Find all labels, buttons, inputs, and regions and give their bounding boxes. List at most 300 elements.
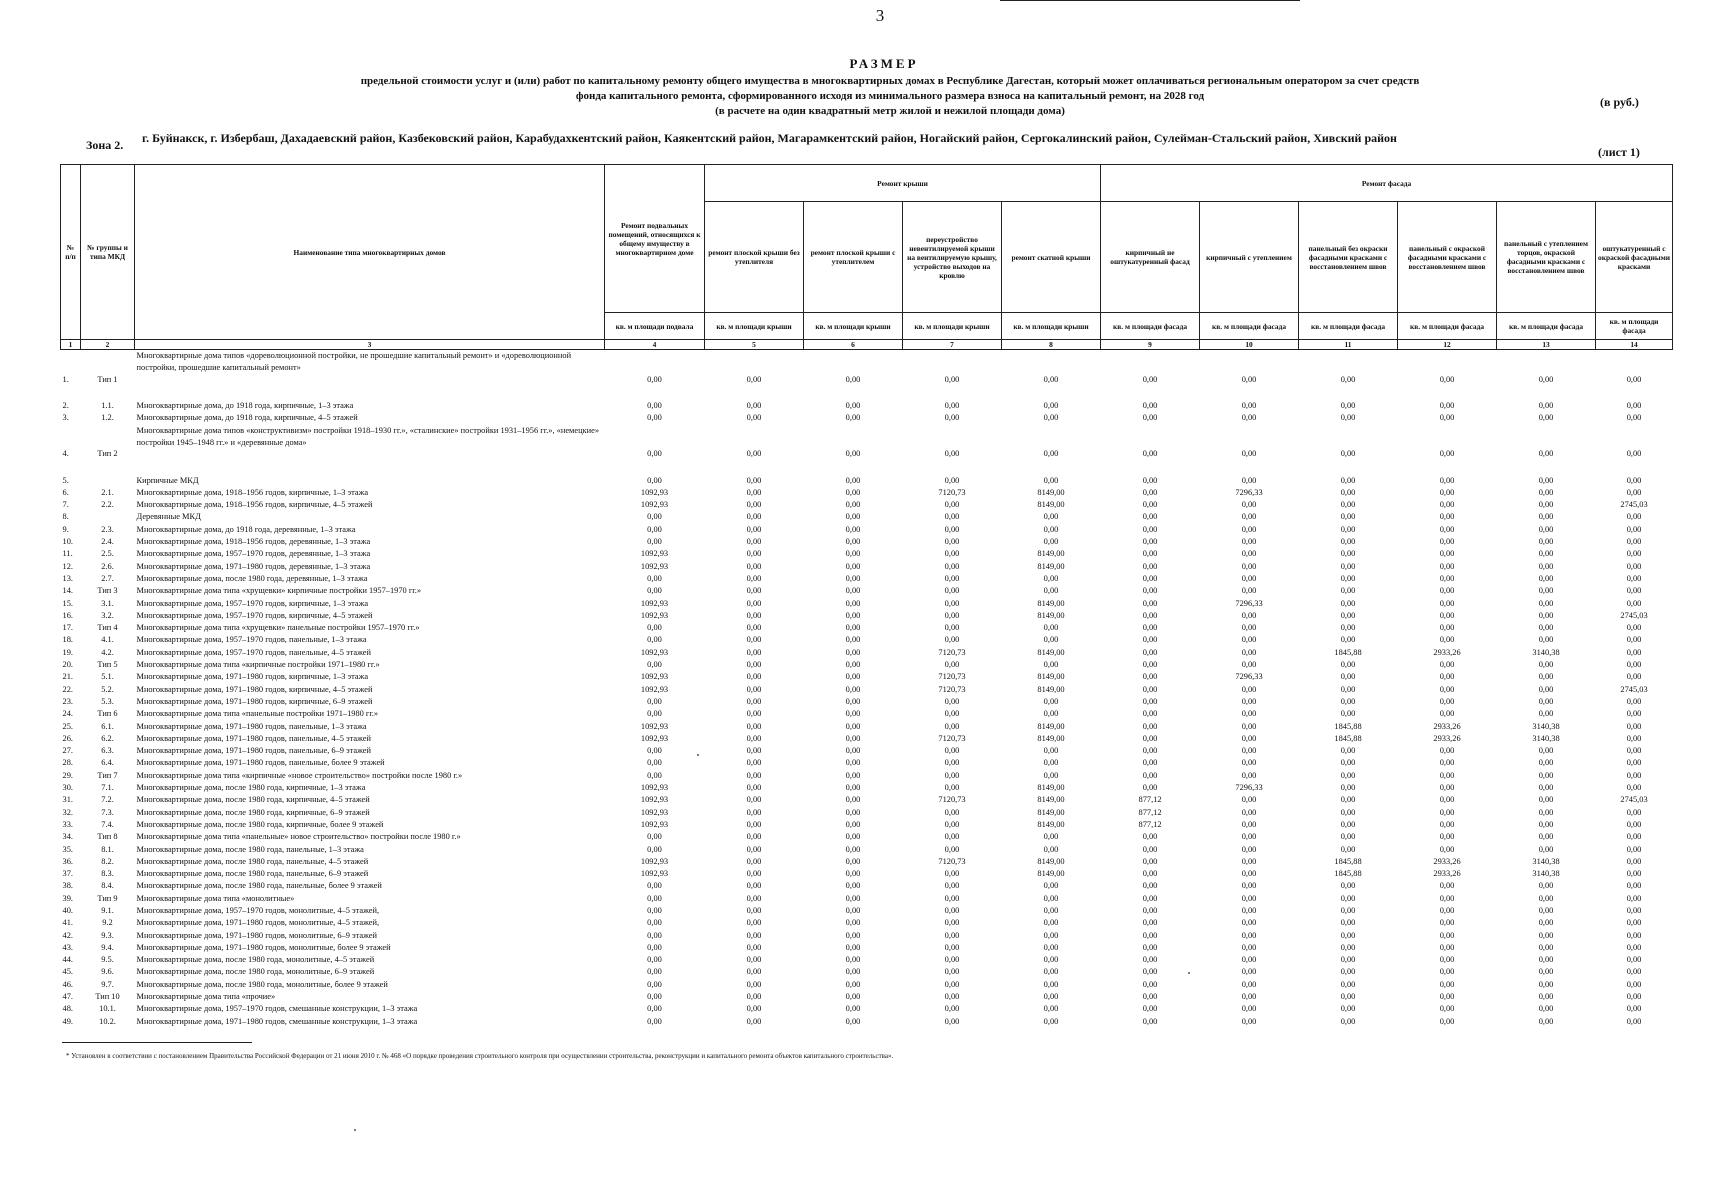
row-value: 0,00	[845, 610, 861, 620]
row-value: 0,00	[1241, 512, 1257, 522]
row-value: 0,00	[1626, 942, 1642, 952]
table-row	[61, 782, 1673, 794]
row-value: 0,00	[746, 758, 762, 768]
header-col-number: 4	[605, 340, 705, 350]
row-value: 0,00	[647, 1004, 662, 1014]
row-value: 2745,03	[1620, 795, 1648, 805]
row-value: 0,00	[944, 930, 960, 940]
spacer-row	[61, 386, 1673, 400]
row-value: 0,00	[1626, 807, 1642, 817]
row-value: 0,00	[1340, 475, 1356, 485]
row-value: 8149,00	[1037, 500, 1065, 510]
row-number: 9.	[62, 524, 69, 534]
row-value: 0,00	[1043, 401, 1059, 410]
row-name: Многоквартирные дома типа «прочие»	[136, 992, 276, 1002]
row-value: 0,00	[1538, 770, 1554, 780]
row-value: 0,00	[1241, 967, 1257, 977]
row-value: 0,00	[1241, 449, 1257, 459]
row-value: 8149,00	[1037, 721, 1065, 731]
row-value: 0,00	[746, 449, 762, 459]
row-value: 0,00	[1538, 881, 1554, 891]
row-value: 0,00	[944, 475, 960, 485]
row-group: 9.4.	[101, 942, 114, 952]
row-number: 42.	[62, 930, 73, 940]
row-value: 0,00	[1626, 967, 1642, 977]
row-value: 0,00	[746, 696, 762, 706]
row-value: 0,00	[1626, 992, 1642, 1002]
row-name: Многоквартирные дома, после 1980 года, монолитные, более 9 этажей	[136, 979, 388, 989]
row-value: 0,00	[647, 374, 662, 384]
table-row	[61, 770, 1673, 782]
row-value: 0,00	[647, 512, 662, 522]
row-value: 0,00	[944, 374, 960, 384]
row-value: 7296,33	[1235, 487, 1263, 497]
row-value: 8149,00	[1037, 783, 1065, 793]
row-value: 0,00	[1241, 905, 1257, 915]
row-value: 0,00	[845, 647, 861, 657]
row-group: 8.2.	[101, 856, 114, 866]
row-value: 0,00	[1626, 537, 1642, 547]
header-col-number: 13	[1497, 340, 1596, 350]
row-value: 877,12	[1138, 795, 1162, 805]
row-value: 0,00	[1241, 374, 1257, 384]
row-value: 0,00	[1626, 374, 1642, 384]
row-value: 0,00	[845, 660, 861, 670]
row-value: 0,00	[1439, 819, 1455, 829]
row-group: 5.2.	[101, 684, 114, 694]
row-value: 7120,73	[938, 795, 966, 805]
table-row	[61, 831, 1673, 843]
row-value: 0,00	[1538, 832, 1554, 842]
row-value: 0,00	[1538, 449, 1554, 459]
row-name: Кирпичные МКД	[136, 475, 199, 485]
row-value: 0,00	[1241, 869, 1257, 879]
row-value: 0,00	[1626, 783, 1642, 793]
row-value: 3140,38	[1532, 856, 1560, 866]
row-value: 0,00	[1241, 832, 1257, 842]
row-value: 0,00	[1241, 955, 1257, 965]
row-value: 0,00	[1340, 524, 1356, 534]
row-value: 0,00	[1340, 1004, 1356, 1014]
row-value: 0,00	[1340, 696, 1356, 706]
row-value: 0,00	[944, 746, 960, 756]
row-value: 2745,03	[1620, 610, 1648, 620]
header-roof-col: ремонт плоской крыши с утеплителем	[804, 202, 903, 313]
row-value: 0,00	[746, 992, 762, 1002]
row-value: 0,00	[845, 672, 861, 682]
row-value: 0,00	[1142, 844, 1158, 854]
header-roof-col: ремонт плоской крыши без утеплителя	[705, 202, 804, 313]
row-value: 0,00	[746, 832, 762, 842]
row-value: 0,00	[1439, 955, 1455, 965]
subtitle-line: предельной стоимости услуг и (или) работ по капитальному ремонту общего имущества в многоквартирных домах в Республике Дагестан, который может оплачиваться региональным оператором за счет средств	[360, 75, 1420, 87]
row-value: 0,00	[1538, 401, 1554, 410]
row-value: 0,00	[1626, 844, 1642, 854]
row-value: 0,00	[1340, 487, 1356, 497]
row-value: 0,00	[746, 869, 762, 879]
row-value: 0,00	[944, 586, 960, 596]
row-value: 0,00	[845, 758, 861, 768]
row-value: 0,00	[1142, 598, 1158, 608]
row-value: 0,00	[944, 500, 960, 510]
row-number: 13.	[62, 573, 73, 583]
row-value: 0,00	[1043, 746, 1059, 756]
row-value: 0,00	[1142, 881, 1158, 891]
row-value: 0,00	[647, 623, 662, 633]
row-value: 0,00	[1626, 746, 1642, 756]
row-number: 20.	[62, 660, 73, 670]
row-value: 0,00	[1439, 930, 1455, 940]
row-value: 0,00	[944, 783, 960, 793]
table-row	[61, 647, 1673, 659]
row-value: 8149,00	[1037, 795, 1065, 805]
row-group: 3.2.	[101, 610, 114, 620]
spacer-row	[61, 461, 1673, 475]
row-value: 0,00	[1142, 746, 1158, 756]
row-value: 0,00	[1340, 955, 1356, 965]
row-value: 0,00	[845, 696, 861, 706]
row-number: 22.	[62, 684, 73, 694]
row-group: 9.7.	[101, 979, 114, 989]
row-value: 0,00	[1142, 758, 1158, 768]
row-value: 0,00	[1340, 881, 1356, 891]
row-value: 0,00	[1142, 512, 1158, 522]
header-roof-group: Ремонт крыши	[705, 165, 1101, 202]
header-col-number: 11	[1299, 340, 1398, 350]
table-row	[61, 622, 1673, 634]
table-row	[61, 979, 1673, 991]
row-value: 0,00	[746, 487, 762, 497]
table-row	[61, 757, 1673, 769]
row-value: 0,00	[1043, 635, 1059, 645]
row-value: 1092,93	[640, 795, 669, 805]
row-name: Многоквартирные дома, 1971–1980 годов, панельные, 1–3 этажа	[136, 721, 367, 731]
row-value: 0,00	[647, 660, 662, 670]
row-value: 0,00	[944, 807, 960, 817]
row-value: 0,00	[845, 893, 861, 903]
row-value: 1845,88	[1334, 647, 1362, 657]
row-number: 34.	[62, 832, 73, 842]
row-value: 0,00	[1626, 979, 1642, 989]
table-row	[61, 610, 1673, 622]
row-value: 0,00	[1538, 795, 1554, 805]
row-value: 0,00	[746, 893, 762, 903]
row-group: Тип 1	[97, 374, 118, 384]
row-value: 0,00	[1439, 1004, 1455, 1014]
row-value: 0,00	[1626, 672, 1642, 682]
row-value: 0,00	[1142, 930, 1158, 940]
row-value: 0,00	[1340, 819, 1356, 829]
row-value: 0,00	[1142, 684, 1158, 694]
row-group: 9.1.	[101, 905, 114, 915]
row-value: 0,00	[1043, 449, 1059, 459]
row-name: Многоквартирные дома, 1918–1956 годов, деревянные, 1–3 этажа	[136, 537, 371, 547]
row-value: 0,00	[1241, 610, 1257, 620]
row-value: 0,00	[1142, 672, 1158, 682]
row-name: Многоквартирные дома, 1971–1980 годов, панельные, более 9 этажей	[136, 758, 385, 768]
row-value: 0,00	[1626, 1004, 1642, 1014]
row-value: 0,00	[845, 1016, 861, 1026]
row-value: 7296,33	[1235, 672, 1263, 682]
row-value: 0,00	[1538, 807, 1554, 817]
row-name: Многоквартирные дома типа «кирпичные постройки 1971–1980 гг.»	[136, 660, 380, 670]
table-row	[61, 475, 1673, 487]
row-name: Многоквартирные дома, после 1980 года, панельные, 6–9 этажей	[136, 869, 369, 879]
header-facade-col: кирпичный с утеплением	[1200, 202, 1299, 313]
row-value: 0,00	[1340, 807, 1356, 817]
row-value: 1092,93	[640, 647, 669, 657]
row-value: 0,00	[1538, 598, 1554, 608]
row-value: 0,00	[1340, 610, 1356, 620]
header-facade-col: оштукатуренный с окраской фасадными красками	[1596, 202, 1673, 313]
row-value: 0,00	[1439, 758, 1455, 768]
row-value: 0,00	[1241, 623, 1257, 633]
row-group: 4.2.	[101, 647, 114, 657]
row-value: 0,00	[1142, 733, 1158, 743]
row-value: 0,00	[746, 374, 762, 384]
row-group: 10.1.	[99, 1004, 116, 1014]
row-value: 0,00	[944, 573, 960, 583]
row-value: 0,00	[1142, 1016, 1158, 1026]
row-value: 0,00	[845, 635, 861, 645]
row-value: 0,00	[1340, 979, 1356, 989]
row-value: 0,00	[746, 844, 762, 854]
header-unit: кв. м площади фасада	[1497, 313, 1596, 340]
row-name: Многоквартирные дома, 1971–1980 годов, кирпичные, 4–5 этажей	[136, 684, 373, 694]
row-value: 0,00	[1241, 696, 1257, 706]
row-value: 877,12	[1138, 819, 1162, 829]
header-group: № группы и типа МКД	[81, 165, 135, 340]
row-value: 0,00	[1340, 684, 1356, 694]
row-value: 0,00	[746, 930, 762, 940]
header-col-number: 14	[1596, 340, 1673, 350]
row-value: 0,00	[746, 967, 762, 977]
row-value: 0,00	[746, 573, 762, 583]
row-value: 0,00	[746, 623, 762, 633]
row-value: 0,00	[746, 512, 762, 522]
row-value: 7120,73	[938, 856, 966, 866]
row-value: 877,12	[1138, 807, 1162, 817]
row-value: 0,00	[1043, 881, 1059, 891]
row-value: 0,00	[1340, 573, 1356, 583]
table-row	[61, 634, 1673, 646]
row-value: 0,00	[647, 967, 662, 977]
row-value: 0,00	[1439, 586, 1455, 596]
row-name: Многоквартирные дома, 1957–1970 годов, деревянные, 1–3 этажа	[136, 549, 371, 559]
table-row	[61, 807, 1673, 819]
row-value: 0,00	[1340, 561, 1356, 571]
table-row	[61, 844, 1673, 856]
row-value: 0,00	[845, 537, 861, 547]
row-number: 30.	[62, 783, 73, 793]
header-unit: кв. м площади крыши	[903, 313, 1002, 340]
row-value: 0,00	[1340, 905, 1356, 915]
row-value: 0,00	[1340, 832, 1356, 842]
row-name: Многоквартирные дома, 1971–1980 годов, панельные, 6–9 этажей	[136, 746, 371, 756]
row-value: 0,00	[1626, 586, 1642, 596]
row-value: 0,00	[1538, 524, 1554, 534]
row-value: 1092,93	[640, 487, 669, 497]
row-value: 0,00	[845, 721, 861, 731]
row-value: 1092,93	[640, 561, 669, 571]
row-value: 0,00	[1538, 819, 1554, 829]
row-value: 0,00	[647, 905, 662, 915]
row-value: 0,00	[1439, 832, 1455, 842]
row-value: 0,00	[746, 770, 762, 780]
row-value: 0,00	[647, 893, 662, 903]
row-value: 0,00	[1340, 537, 1356, 547]
table-row	[61, 425, 1673, 461]
row-value: 0,00	[1340, 1016, 1356, 1026]
header-unit: кв. м площади фасада	[1299, 313, 1398, 340]
row-value: 0,00	[1142, 992, 1158, 1002]
row-value: 0,00	[1142, 955, 1158, 965]
table-row	[61, 585, 1673, 597]
row-number: 31.	[62, 795, 73, 805]
row-value: 0,00	[944, 1004, 960, 1014]
table-row	[61, 893, 1673, 905]
row-value: 0,00	[1241, 475, 1257, 485]
row-number: 46.	[62, 979, 73, 989]
row-value: 1845,88	[1334, 869, 1362, 879]
row-value: 0,00	[746, 635, 762, 645]
row-group: Тип 4	[97, 623, 118, 633]
row-value: 0,00	[1538, 573, 1554, 583]
row-value: 0,00	[1043, 413, 1059, 423]
row-value: 0,00	[1340, 623, 1356, 633]
page-number: 3	[875, 6, 885, 25]
row-value: 0,00	[1439, 893, 1455, 903]
row-value: 0,00	[1538, 918, 1554, 928]
row-value: 0,00	[944, 955, 960, 965]
footnote: * Установлен в соответствии с постановлением Правительства Российской Федерации от 21 июня 2010 г. № 468 «О порядке проведения строительного контроля при осуществлении строительства, реконструкции и капитального ремонта объектов капитального строительства».	[66, 1052, 894, 1060]
row-value: 0,00	[1241, 733, 1257, 743]
row-group: 2.2.	[101, 500, 114, 510]
row-value: 0,00	[1241, 573, 1257, 583]
row-value: 0,00	[647, 573, 662, 583]
row-value: 0,00	[1043, 930, 1059, 940]
row-value: 0,00	[1626, 881, 1642, 891]
currency-unit: (в руб.)	[1600, 95, 1639, 109]
row-name: Многоквартирные дома, после 1980 года, панельные, 4–5 этажей	[136, 856, 369, 866]
row-value: 0,00	[647, 942, 662, 952]
row-name: Многоквартирные дома, 1957–1970 годов, кирпичные, 4–5 этажей	[136, 610, 373, 620]
row-value: 0,00	[1241, 586, 1257, 596]
row-name: Многоквартирные дома типов «дореволюционной постройки, не прошедшие капитальный ремонт» и «дореволюционной постройки, прошедшие капитальный ремонт»	[136, 351, 572, 373]
row-value: 0,00	[845, 374, 861, 384]
row-value: 0,00	[1241, 918, 1257, 928]
header-col-number: 9	[1101, 340, 1200, 350]
row-value: 0,00	[1538, 475, 1554, 485]
row-value: 0,00	[1626, 647, 1642, 657]
row-value: 0,00	[845, 795, 861, 805]
row-value: 7120,73	[938, 647, 966, 657]
row-number: 3.	[62, 413, 69, 423]
row-value: 0,00	[1439, 770, 1455, 780]
table-row	[61, 598, 1673, 610]
row-value: 0,00	[1340, 549, 1356, 559]
row-value: 0,00	[1241, 500, 1257, 510]
row-value: 0,00	[1241, 709, 1257, 719]
row-value: 2933,26	[1433, 721, 1461, 731]
row-value: 0,00	[1626, 487, 1642, 497]
row-value: 0,00	[845, 487, 861, 497]
row-value: 0,00	[1538, 672, 1554, 682]
row-value: 0,00	[944, 449, 960, 459]
header-facade-col: кирпичный не оштукатуренный фасад	[1101, 202, 1200, 313]
row-value: 0,00	[746, 918, 762, 928]
row-group: 7.2.	[101, 795, 114, 805]
row-value: 2933,26	[1433, 869, 1461, 879]
header-roof-col: ремонт скатной крыши	[1002, 202, 1101, 313]
row-group: Тип 8	[97, 832, 118, 842]
row-name: Многоквартирные дома, до 1918 года, кирпичные, 1–3 этажа	[136, 401, 354, 410]
table-row	[61, 659, 1673, 671]
row-value: 0,00	[1241, 979, 1257, 989]
row-value: 0,00	[1626, 573, 1642, 583]
row-value: 0,00	[647, 955, 662, 965]
header-col-number: 3	[135, 340, 605, 350]
row-value: 0,00	[845, 807, 861, 817]
row-group: 8.4.	[101, 881, 114, 891]
table-row	[61, 536, 1673, 548]
row-value: 7120,73	[938, 684, 966, 694]
table-row	[61, 511, 1673, 523]
row-value: 0,00	[944, 893, 960, 903]
row-value: 0,00	[1142, 1004, 1158, 1014]
row-value: 0,00	[1439, 783, 1455, 793]
row-value: 0,00	[1043, 660, 1059, 670]
row-value: 0,00	[647, 449, 662, 459]
header-facade-group: Ремонт фасада	[1101, 165, 1673, 202]
row-name: Многоквартирные дома, 1971–1980 годов, монолитные, 4–5 этажей,	[136, 918, 380, 928]
table-row	[61, 856, 1673, 868]
row-name: Многоквартирные дома типа «панельные» новое строительство» постройки после 1980 г.»	[136, 832, 461, 842]
row-value: 0,00	[1340, 795, 1356, 805]
row-value: 0,00	[1626, 401, 1642, 410]
row-value: 0,00	[845, 449, 861, 459]
table-row	[61, 733, 1673, 745]
row-number: 40.	[62, 905, 73, 915]
row-value: 0,00	[746, 709, 762, 719]
row-number: 5.	[62, 475, 69, 485]
row-value: 0,00	[647, 709, 662, 719]
row-value: 0,00	[845, 475, 861, 485]
row-group: 7.3.	[101, 807, 114, 817]
row-value: 0,00	[1043, 524, 1059, 534]
row-value: 0,00	[746, 1004, 762, 1014]
header-unit: кв. м площади фасада	[1398, 313, 1497, 340]
row-value: 0,00	[845, 1004, 861, 1014]
row-value: 0,00	[845, 770, 861, 780]
row-value: 0,00	[845, 549, 861, 559]
row-group: Тип 7	[97, 770, 118, 780]
row-number: 26.	[62, 733, 73, 743]
row-value: 0,00	[746, 856, 762, 866]
row-group: Тип 10	[95, 992, 120, 1002]
table-row	[61, 487, 1673, 499]
header-col-number: 5	[705, 340, 804, 350]
row-value: 1092,93	[640, 610, 669, 620]
row-value: 1092,93	[640, 598, 669, 608]
row-value: 0,00	[1538, 696, 1554, 706]
row-number: 6.	[62, 487, 69, 497]
row-value: 0,00	[944, 512, 960, 522]
row-value: 8149,00	[1037, 819, 1065, 829]
subtitle-line: фонда капитального ремонта, сформированного исходя из минимального размера взноса на капитальный ремонт, на 2028 год	[575, 90, 1205, 102]
row-value: 8149,00	[1037, 598, 1065, 608]
row-value: 0,00	[1626, 635, 1642, 645]
